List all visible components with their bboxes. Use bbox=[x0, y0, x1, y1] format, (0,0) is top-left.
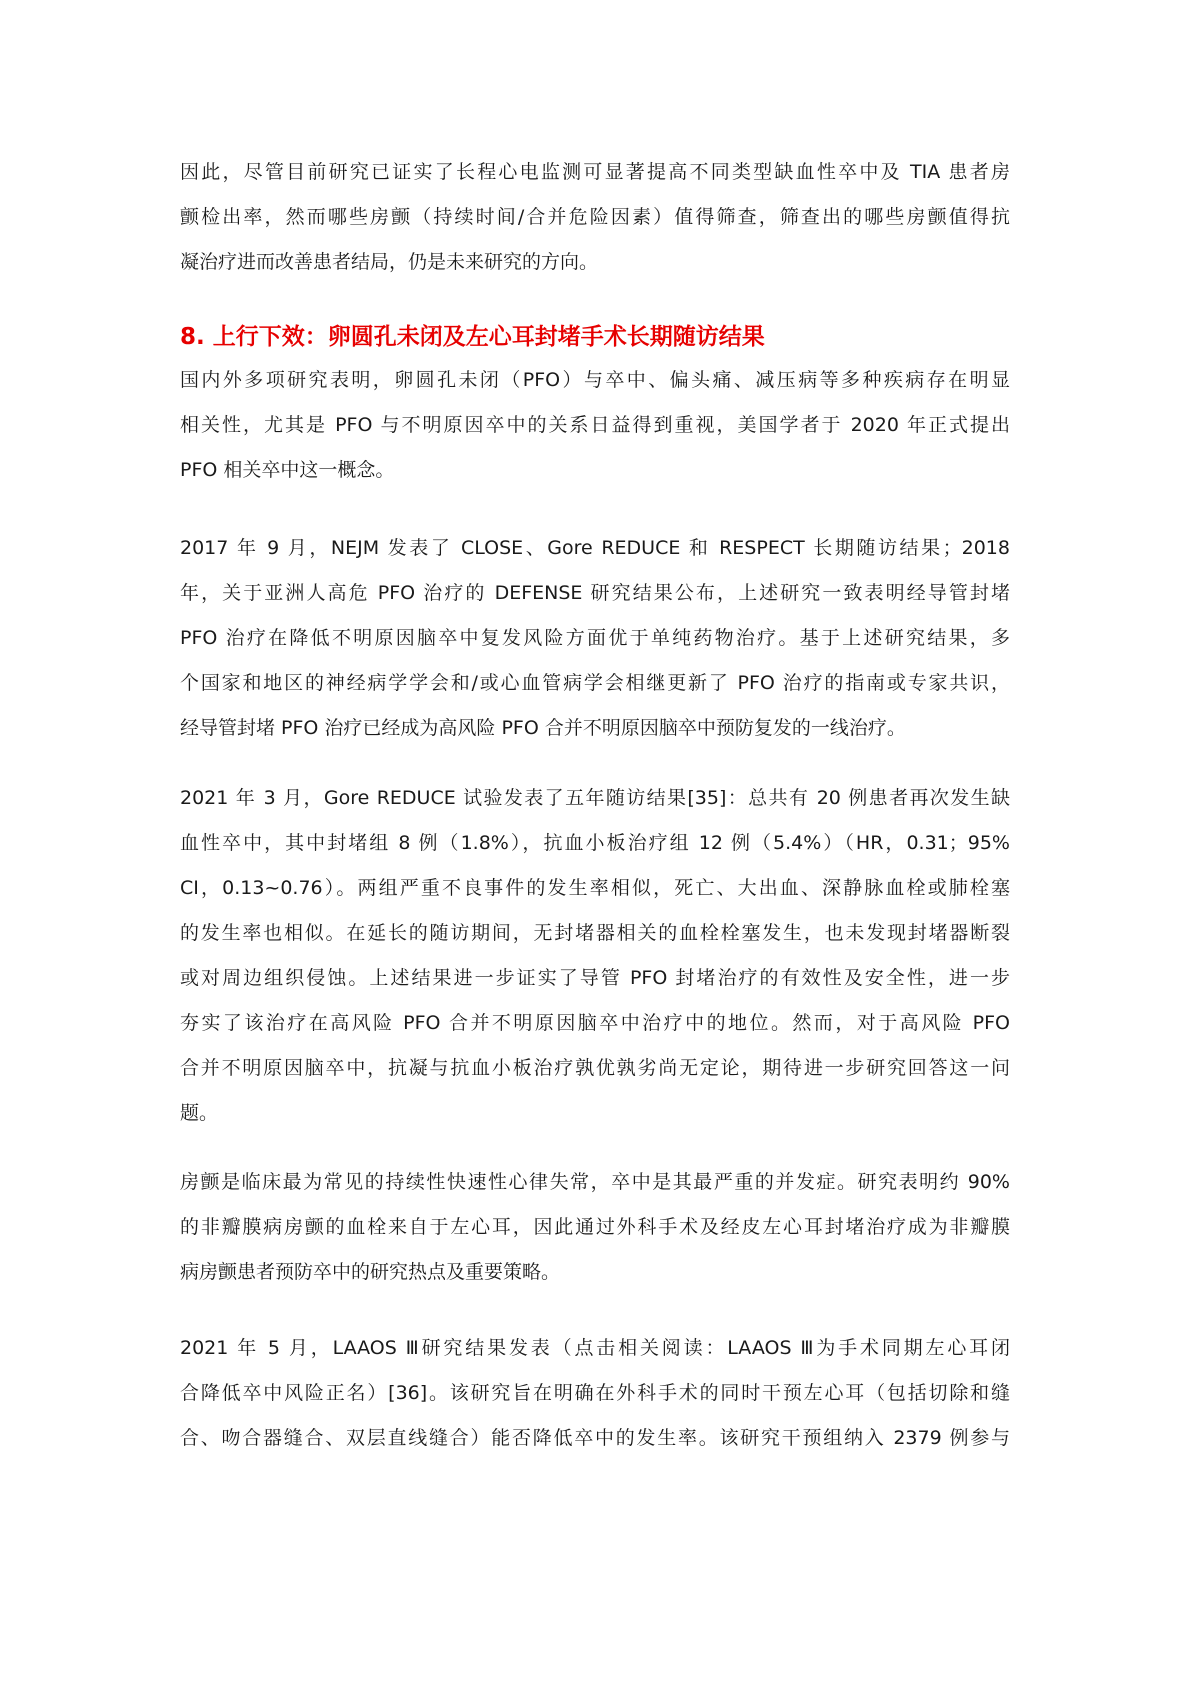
text-line: 合并不明原因脑卒中，抗凝与抗血小板治疗孰优孰劣尚无定论，期待进一步研究回答这一问 bbox=[180, 1057, 1010, 1079]
text-line: 年，关于亚洲人高危 PFO 治疗的 DEFENSE 研究结果公布，上述研究一致表明经导管封堵 bbox=[180, 582, 1010, 604]
text-line: 夯实了该治疗在高风险 PFO 合并不明原因脑卒中治疗中的地位。然而，对于高风险 PFO bbox=[180, 1012, 1010, 1034]
text-line: 或对周边组织侵蚀。上述结果进一步证实了导管 PFO 封堵治疗的有效性及安全性，进一步 bbox=[180, 967, 1010, 989]
paragraph-gore-reduce bbox=[180, 776, 1010, 1136]
text-line: 2017 年 9 月，NEJM 发表了 CLOSE、Gore REDUCE 和 RESPECT 长期随访结果；2018 bbox=[180, 537, 1010, 559]
text-line: CI，0.13~0.76）。两组严重不良事件的发生率相似，死亡、大出血、深静脉血栓或肺栓塞 bbox=[180, 877, 1010, 899]
text-line: 合降低卒中风险正名）[36]。该研究旨在明确在外科手术的同时干预左心耳（包括切除和缝 bbox=[180, 1382, 1010, 1404]
paragraph-af-screening bbox=[180, 150, 1010, 285]
text-line: 2021 年 5 月，LAAOS Ⅲ研究结果发表（点击相关阅读：LAAOS Ⅲ为手术同期左心耳闭 bbox=[180, 1337, 1010, 1359]
text-line: 的非瓣膜病房颤的血栓来自于左心耳，因此通过外科手术及经皮左心耳封堵治疗成为非瓣膜 bbox=[180, 1216, 1010, 1238]
text-line: 因此，尽管目前研究已证实了长程心电监测可显著提高不同类型缺血性卒中及 TIA 患者房 bbox=[180, 161, 1010, 183]
text-line: 颤检出率，然而哪些房颤（持续时间/合并危险因素）值得筛查，筛查出的哪些房颤值得抗 bbox=[180, 206, 1010, 228]
section-heading: 8. 上行下效：卵圆孔未闭及左心耳封堵手术长期随访结果 bbox=[180, 324, 765, 350]
paragraph-laaos bbox=[180, 1326, 1010, 1461]
text-line: 血性卒中，其中封堵组 8 例（1.8%），抗血小板治疗组 12 例（5.4%）（HR，0.31；95% bbox=[180, 832, 1010, 854]
text-line: 2021 年 3 月，Gore REDUCE 试验发表了五年随访结果[35]：总共有 20 例患者再次发生缺 bbox=[180, 787, 1010, 809]
paragraph-pfo-trials bbox=[180, 526, 1010, 751]
text-line: 病房颤患者预防卒中的研究热点及重要策略。 bbox=[180, 1261, 561, 1283]
text-line: 题。 bbox=[180, 1102, 219, 1124]
text-line: 的发生率也相似。在延长的随访期间，无封堵器相关的血栓栓塞发生，也未发现封堵器断裂 bbox=[180, 922, 1010, 944]
text-line: 个国家和地区的神经病学学会和/或心血管病学会相继更新了 PFO 治疗的指南或专家共识， bbox=[180, 672, 1010, 694]
text-line: 合、吻合器缝合、双层直线缝合）能否降低卒中的发生率。该研究干预组纳入 2379 例参与 bbox=[180, 1427, 1010, 1449]
text-line: 经导管封堵 PFO 治疗已经成为高风险 PFO 合并不明原因脑卒中预防复发的一线治疗。 bbox=[180, 717, 906, 739]
text-line: PFO 相关卒中这一概念。 bbox=[180, 459, 395, 481]
text-line: 凝治疗进而改善患者结局，仍是未来研究的方向。 bbox=[180, 251, 599, 273]
text-line: 国内外多项研究表明，卵圆孔未闭（PFO）与卒中、偏头痛、减压病等多种疾病存在明显 bbox=[180, 369, 1010, 391]
paragraph-laa bbox=[180, 1160, 1010, 1295]
text-line: 房颤是临床最为常见的持续性快速性心律失常，卒中是其最严重的并发症。研究表明约 90% bbox=[180, 1171, 1010, 1193]
text-line: PFO 治疗在降低不明原因脑卒中复发风险方面优于单纯药物治疗。基于上述研究结果，多 bbox=[180, 627, 1010, 649]
paragraph-pfo-intro bbox=[180, 358, 1010, 493]
text-line: 相关性，尤其是 PFO 与不明原因卒中的关系日益得到重视，美国学者于 2020 年正式提出 bbox=[180, 414, 1010, 436]
